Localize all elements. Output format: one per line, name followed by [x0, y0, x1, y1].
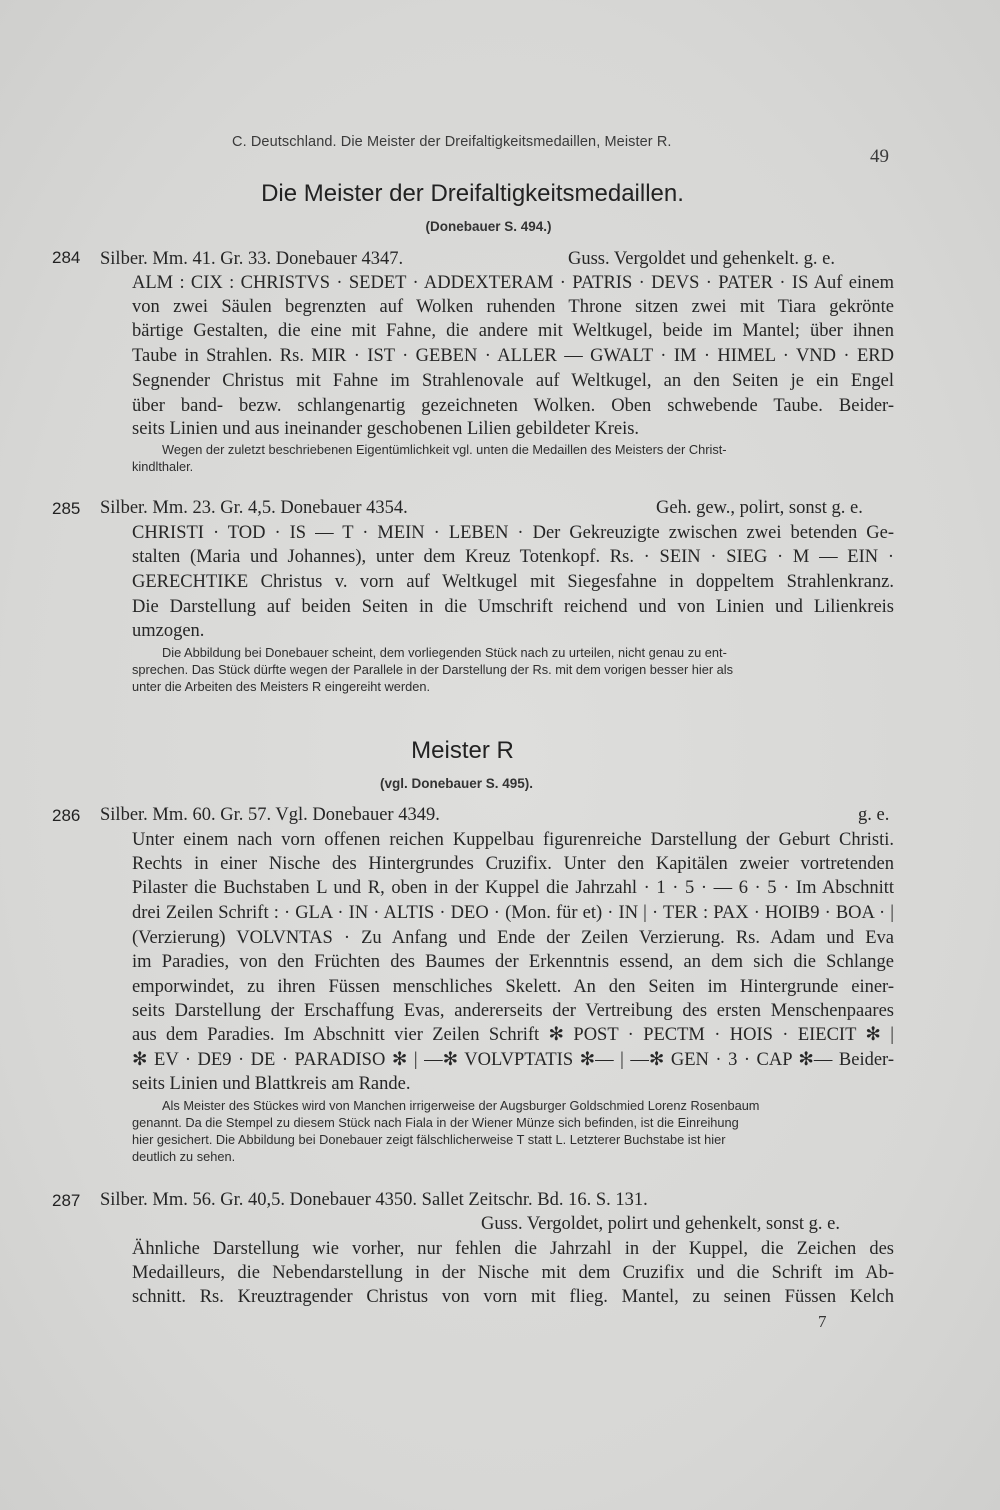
entry-note-line: genannt. Da die Stempel zu diesem Stück nach Fiala in der Wiener Münze sich befinden, ist die Einreihung [132, 1115, 739, 1130]
entry-text-line: GERECHTIKE Christus v. vorn auf Weltkugel mit Siegesfahne in doppeltem Strahlenkranz. [132, 572, 894, 592]
entry-text-line: Taube in Strahlen. Rs. MIR · IST · GEBEN · ALLER — GWALT · IM · HIMEL · VND · ERD [132, 346, 894, 366]
entry-text-line: ALM : CIX : CHRISTVS · SEDET · ADDEXTERAM · PATRIS · DEVS · PATER · IS Auf einem [132, 273, 894, 293]
entry-text-line: Die Darstellung auf beiden Seiten in die Umschrift reichend und von Linien und Lilienkreis [132, 597, 894, 617]
entry-heading-left: Silber. Mm. 23. Gr. 4,5. Donebauer 4354. [100, 498, 408, 518]
entry-heading-right: Geh. gew., polirt, sonst g. e. [656, 498, 863, 518]
entry-text-line: von zwei Säulen begrenzten auf Wolken ruhenden Throne sitzen zwei mit Tiara gekrönte [132, 297, 894, 317]
signature-mark: 7 [818, 1312, 827, 1331]
entry-text-line: seits Linien und aus ineinander geschobenen Lilien gebildeter Kreis. [132, 419, 640, 439]
entry-text-line: CHRISTI · TOD · IS — T · MEIN · LEBEN · Der Gekreuzigte zwischen zwei betenden Ge- [132, 523, 894, 543]
section-subtitle-dreifaltigkeit: (Donebauer S. 494.) [425, 219, 552, 234]
entry-text-line: Rechts in einer Nische des Hintergrundes Cruzifix. Unter den Kapitälen zweier vortretenden [132, 854, 894, 874]
entry-text-line: seits Linien und Blattkreis am Rande. [132, 1074, 411, 1094]
entry-heading-left: Silber. Mm. 60. Gr. 57. Vgl. Donebauer 4349. [100, 805, 440, 825]
entry-text-line: ✻ EV · DE9 · DE · PARADISO ✻ | —✻ VOLVPTATIS ✻— | —✻ GEN · 3 · CAP ✻— Beider- [132, 1050, 894, 1070]
entry-number: 287 [52, 1191, 81, 1210]
entry-note-line: unter die Arbeiten des Meisters R eingereiht werden. [132, 679, 431, 694]
entry-heading-left: Silber. Mm. 56. Gr. 40,5. Donebauer 4350. Sallet Zeitschr. Bd. 16. S. 131. [100, 1190, 648, 1210]
entry-text-line: emporwindet, zu ihren Füssen menschliches Skelett. An den Seiten im Hintergrunde einer- [132, 977, 894, 997]
entry-text-line: Pilaster die Buchstaben L und R, oben in der Kuppel die Jahrzahl · 1 · 5 · — 6 · 5 · Im Abschnitt [132, 878, 894, 898]
page-number: 49 [870, 146, 889, 167]
section-title-dreifaltigkeit: Die Meister der Dreifaltigkeitsmedaillen. [261, 180, 684, 207]
entry-text-line: Ähnliche Darstellung wie vorher, nur fehlen die Jahrzahl in der Kuppel, die Zeichen des [132, 1239, 894, 1259]
entry-heading-right: Guss. Vergoldet und gehenkelt. g. e. [568, 249, 836, 269]
running-head: C. Deutschland. Die Meister der Dreifaltigkeitsmedaillen, Meister R. [232, 134, 672, 150]
entry-text-line: drei Zeilen Schrift : · GLA · IN · ALTIS · DEO · (Mon. für et) · IN | · TER : PAX · HOIB9 · BOA · | [132, 903, 894, 923]
section-title-meister-r: Meister R [411, 737, 514, 764]
entry-text-line: (Verzierung) VOLVNTAS · Zu Anfang und Ende der Zeilen Verzierung. Rs. Adam und Eva [132, 928, 894, 948]
entry-heading-right: g. e. [858, 805, 890, 825]
entry-number: 284 [52, 248, 81, 267]
entry-text-line: aus dem Paradies. Im Abschnitt vier Zeilen Schrift ✻ POST · PECTM · HOIS · EIECIT ✻ | [132, 1025, 894, 1045]
entry-note-line: deutlich zu sehen. [132, 1149, 236, 1164]
entry-text-line: schnitt. Rs. Kreuztragender Christus von vorn mit flieg. Mantel, zu seinen Füssen Kelch [132, 1287, 894, 1307]
entry-note-line: Als Meister des Stückes wird von Manchen irrigerweise der Augsburger Goldschmied Lorenz Rosenbaum [162, 1098, 760, 1113]
section-subtitle-meister-r: (vgl. Donebauer S. 495). [379, 776, 534, 791]
entry-note-line: Die Abbildung bei Donebauer scheint, dem vorliegenden Stück nach zu urteilen, nicht genau zu ent- [162, 645, 727, 660]
entry-number: 286 [52, 806, 81, 825]
entry-text-line: Segnender Christus mit Fahne im Strahlenovale auf Weltkugel, an den Seiten je ein Engel [132, 371, 894, 391]
entry-note-line: kindlthaler. [132, 459, 194, 474]
entry-number: 285 [52, 499, 81, 518]
entry-text-line: Medailleurs, die Nebendarstellung in der Nische mit dem Cruzifix und die Schrift im Ab- [132, 1263, 894, 1283]
entry-note-line: hier gesichert. Die Abbildung bei Donebauer zeigt fälschlicherweise T statt L. Letzterer Buchstabe ist hier [132, 1132, 726, 1147]
entry-text-line: bärtige Gestalten, die eine mit Fahne, die andere mit Weltkugel, beide im Mantel; über ihnen [132, 321, 894, 341]
entry-text-line: umzogen. [132, 621, 205, 641]
entry-heading-right: Guss. Vergoldet, polirt und gehenkelt, sonst g. e. [481, 1214, 841, 1234]
entry-text-line: über band- bezw. schlangenartig gezeichneten Wolken. Oben schwebende Taube. Beider- [132, 396, 894, 416]
entry-note-line: sprechen. Das Stück dürfte wegen der Parallele in der Darstellung der Rs. mit dem vorigen besser hier als [132, 662, 734, 677]
entry-text-line: seits Darstellung der Erschaffung Evas, andererseits der Vertreibung des ersten Menschenpaares [132, 1001, 894, 1021]
entry-heading-left: Silber. Mm. 41. Gr. 33. Donebauer 4347. [100, 249, 404, 269]
entry-note-line: Wegen der zuletzt beschriebenen Eigentümlichkeit vgl. unten die Medaillen des Meisters der Christ- [162, 442, 727, 457]
entry-text-line: im Paradies, von den Früchten des Baumes der Erkenntnis essend, an dem sich die Schlange [132, 952, 894, 972]
entry-text-line: stalten (Maria und Johannes), unter dem Kreuz Totenkopf. Rs. · SEIN · SIEG · M — EIN · [132, 547, 894, 567]
entry-text-line: Unter einem nach vorn offenen reichen Kuppelbau figurenreiche Darstellung der Geburt Christi. [132, 830, 894, 850]
